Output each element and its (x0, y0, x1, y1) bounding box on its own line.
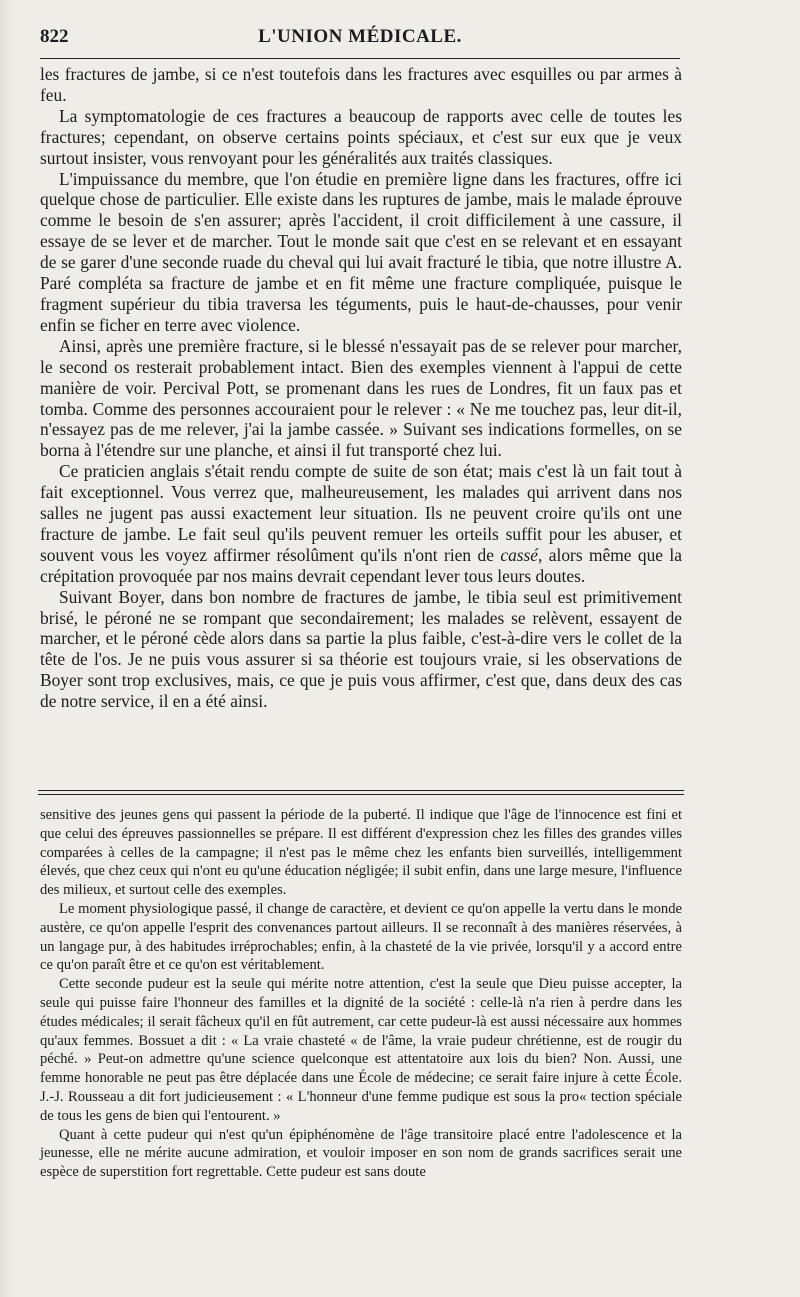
separator-line (38, 794, 684, 795)
paragraph-text: , alors même que la crépitation provoquée par nos mains devrait cependant lever tous leurs doutes. (40, 544, 682, 586)
running-title: L'UNION MÉDICALE. (258, 26, 462, 47)
paragraph: sensitive des jeunes gens qui passent la période de la puberté. Il indique que l'âge de l'innocence est fini et que celui des épreuves passionnelles se prépare. Il est différent d'expression chez les filles des grandes villes comparées à celles de la campagne; il n'est pas le même chez les enfants bien surveillés, intelligemment élevés, que chez ceux qui n'ont eu qu'une éducation négligée; il subit enfin, dans une large mesure, l'influence des milieux, et surtout celle des exemples. (40, 807, 682, 899)
page-number: 822 (40, 26, 69, 47)
separator-line (38, 790, 684, 791)
page-header (40, 24, 680, 52)
feuilleton-text (40, 806, 682, 1182)
paragraph: Suivant Boyer, dans bon nombre de fractures de jambe, le tibia seul est primitivement brisé, le péroné ne se rompant que secondairement; les malades se relèvent, essayent de marcher, et le péroné cède alors dans sa partie la plus faible, c'est-à-dire vers le collet de la tête de l'os. Je ne puis vous assurer si sa théorie est toujours vraie, si les observations de Boyer sont trop exclusives, mais, ce que je puis vous affirmer, c'est que, dans deux des cas de notre service, il en a été ainsi. (40, 586, 682, 712)
italic-word: cassé (500, 544, 539, 565)
paragraph: L'impuissance du membre, que l'on étudie en première ligne dans les fractures, offre ici quelque chose de particulier. Elle existe dans les ruptures de jambe, mais le malade éprouve comme le besoin de s'en assurer; après l'accident, il croit difficilement à une cassure, il essaye de se lever et de marcher. Tout le monde sait que c'est en se relevant et en essayant de se garer d'une seconde ruade du cheval qui lui avait fracturé le tibia, que notre illustre A. Paré compléta sa fracture de jambe et en fit même une fracture compliquée, puisque le fragment supérieur du tibia traversa les téguments, puis le haut-de-chausses, pour venir enfin se ficher en terre avec violence. (40, 168, 682, 335)
paragraph: Quant à cette pudeur qui n'est qu'un épiphénomène de l'âge transitoire placé entre l'adolescence et la jeunesse, elle ne mérite aucune admiration, et vouloir imposer en son nom de grands sacrifices serait une espèce de superstition fort regrettable. Cette pudeur est sans doute (40, 1126, 682, 1181)
page-edge-shadow (0, 0, 14, 1297)
header-rule (40, 58, 680, 59)
paragraph: Ainsi, après une première fracture, si le blessé n'essayait pas de se relever pour marcher, le second os resterait probablement intact. Bien des exemples viennent à l'appui de cette manière de voir. Percival Pott, se promenant dans les rues de Londres, fit un faux pas et tomba. Comme des personnes accouraient pour le relever : « Ne me touchez pas, leur dit-il, n'essayez pas de me relever, j'ai la jambe cassée. » Suivant ses indications formelles, on se borna à l'étendre sur une planche, et ainsi il fut transporté chez lui. (40, 335, 682, 461)
paragraph: les fractures de jambe, si ce n'est toutefois dans les fractures avec esquilles ou par armes à feu. (40, 64, 682, 105)
paragraph-text: Ce praticien anglais s'était rendu compte de suite de son état; mais c'est là un fait tout à fait exceptionnel. Vous verrez que, malheureusement, les malades qui arrivent dans nos salles ne jugent pas aussi exactement leur situation. Ils ne peuvent croire qu'ils ont une fracture de jambe. Le fait seul qu'ils peuvent remuer les orteils suffit pour les abuser, et souvent vous les voyez affirmer résolûment qu'ils n'ont rien de (40, 461, 682, 565)
paragraph (40, 461, 682, 586)
paragraph: Le moment physiologique passé, il change de caractère, et devient ce qu'on appelle la vertu dans le monde austère, ce qu'on appelle l'esprit des convenances partout ailleurs. Il se reconnaît à des manières réservées, à un langage pur, à des habitudes irréprochables; enfin, à la chasteté de la vie privée, lorsqu'il y a accord entre ce qu'on paraît être et ce qu'on est véritablement. (40, 900, 682, 974)
paragraph: La symptomatologie de ces fractures a beaucoup de rapports avec celle de toutes les fractures; cependant, on observe certains points spéciaux, et c'est sur eux que je veux surtout insister, vous renvoyant pour les généralités aux traités classiques. (40, 105, 682, 168)
main-article-text (40, 64, 682, 712)
feuilleton-separator (38, 790, 684, 797)
paragraph: Cette seconde pudeur est la seule qui mérite notre attention, c'est la seule que Dieu puisse accepter, la seule qui puisse faire l'honneur des familles et la dignité de la société : celle-là n'a rien à perdre dans les études médicales; il serait fâcheux qu'il en fût autrement, car cette pudeur-là est aussi nécessaire aux hommes qu'aux femmes. Bossuet a dit : « La vraie chasteté « de l'âme, la vraie pudeur chrétienne, est de rougir du péché. » Peut-on admettre qu'une science quelconque est attentatoire aux lois du bien? Non. Aussi, une femme honorable ne peut pas être déplacée dans une École de médecine; ce serait faire injure à cette École. J.-J. Rousseau a dit fort judicieusement : « L'honneur d'une femme pudique est sous la pro« tection spéciale de tous les gens de bien qui l'entourent. » (40, 976, 682, 1124)
